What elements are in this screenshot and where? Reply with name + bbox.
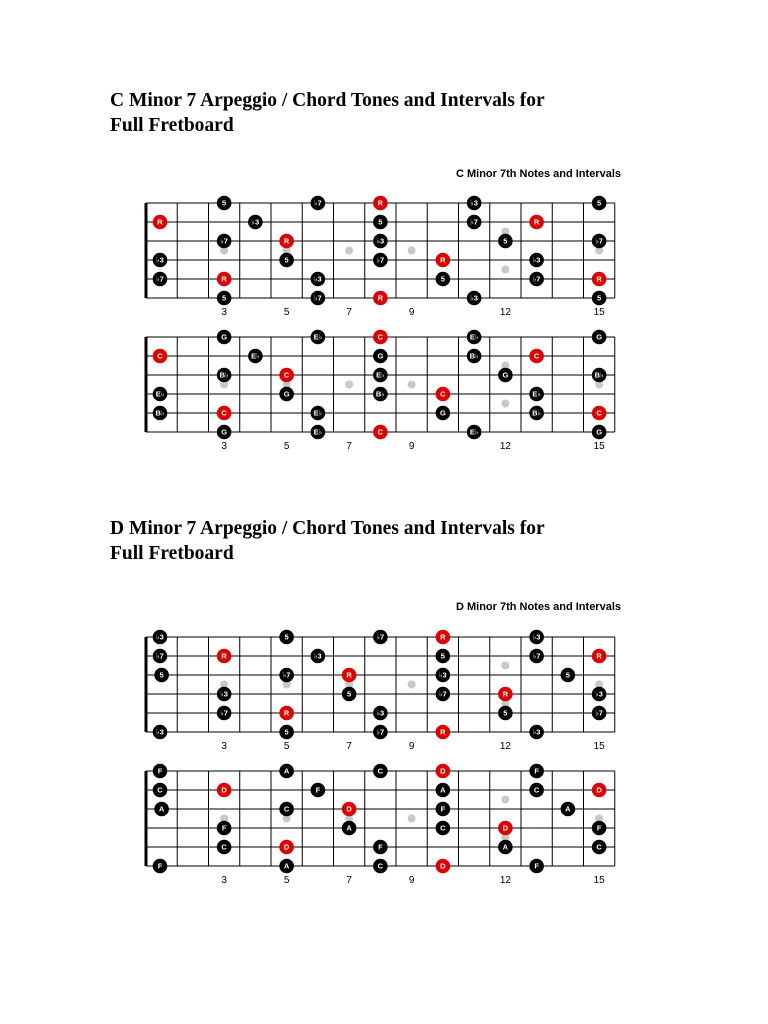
note-label: R: [440, 255, 446, 265]
note-label: C: [221, 408, 227, 418]
note-marker: [311, 330, 326, 345]
note-marker: [373, 630, 388, 645]
note-label: R: [346, 670, 352, 680]
note-marker: [467, 330, 482, 345]
fret-inlay-dot: [345, 381, 353, 389]
note-marker: [153, 406, 168, 421]
note-marker: [436, 649, 451, 664]
note-marker: [436, 668, 451, 683]
note-label: C: [440, 823, 446, 833]
note-label: ♭3: [251, 217, 260, 227]
note-label: D: [346, 804, 352, 814]
note-label: F: [534, 861, 539, 871]
note-marker: [529, 387, 544, 402]
note-label: R: [440, 632, 446, 642]
note-label: B♭: [155, 408, 165, 418]
note-marker: [592, 821, 607, 836]
note-marker: [592, 368, 607, 383]
note-marker: [592, 687, 607, 702]
fret-number: 12: [499, 875, 511, 886]
fret-number: 7: [346, 307, 352, 318]
note-marker: [154, 802, 169, 817]
note-label: 5: [284, 255, 289, 265]
note-label: 5: [503, 708, 508, 718]
note-label: G: [596, 332, 603, 342]
root-note-marker: [436, 253, 451, 268]
root-note-marker: [436, 764, 451, 779]
fret-number: 7: [346, 875, 352, 886]
note-label: 5: [440, 274, 445, 284]
root-note-marker: [217, 406, 232, 421]
note-marker: [279, 253, 294, 268]
note-label: ♭7: [595, 236, 603, 246]
note-label: E♭: [313, 427, 323, 437]
note-marker: [529, 725, 544, 740]
root-note-marker: [153, 215, 168, 230]
root-note-marker: [217, 783, 232, 798]
fret-number: 15: [593, 441, 605, 452]
note-marker: [373, 349, 388, 364]
fret-inlay-dot: [501, 796, 509, 804]
root-note-marker: [592, 406, 607, 421]
fret-number: 3: [221, 741, 227, 752]
fret-number: 9: [408, 441, 415, 452]
note-marker: [529, 783, 544, 798]
note-label: C: [377, 332, 384, 342]
section-title-line-1: D Minor 7 Arpeggio / Chord Tones and Intervals for: [110, 518, 545, 539]
note-marker: [373, 387, 388, 402]
note-label: 5: [222, 293, 227, 303]
note-label: D: [596, 785, 602, 795]
note-marker: [436, 406, 451, 421]
note-label: ♭7: [156, 274, 164, 284]
note-label: R: [377, 293, 384, 303]
note-marker: [279, 764, 294, 779]
note-marker: [592, 291, 607, 306]
note-label: F: [315, 785, 321, 795]
note-marker: [373, 234, 388, 249]
root-note-marker: [373, 196, 388, 211]
note-label: F: [157, 766, 163, 776]
note-label: 5: [440, 651, 445, 661]
note-label: A: [346, 823, 352, 833]
note-marker: [373, 215, 388, 230]
note-label: C: [533, 785, 540, 795]
note-marker: [153, 764, 168, 779]
note-label: G: [596, 427, 603, 437]
diagram-caption: C Minor 7th Notes and Intervals: [455, 168, 621, 180]
note-marker: [279, 725, 294, 740]
note-label: ♭3: [532, 632, 541, 642]
note-label: E♭: [313, 408, 323, 418]
note-label: ♭3: [156, 255, 164, 265]
fret-inlay-dot: [408, 247, 416, 255]
note-label: 5: [597, 198, 602, 208]
note-label: F: [378, 842, 383, 852]
fret-number: 9: [408, 307, 415, 318]
note-marker: [311, 196, 326, 211]
note-marker: [373, 859, 388, 874]
root-note-marker: [279, 368, 294, 383]
note-label: R: [221, 651, 227, 661]
note-label: ♭3: [220, 689, 228, 699]
fret-number: 5: [283, 741, 290, 752]
note-marker: [373, 706, 388, 721]
note-label: C: [157, 351, 163, 361]
note-label: ♭7: [314, 198, 322, 208]
note-marker: [561, 668, 576, 683]
fret-number: 12: [499, 441, 511, 452]
note-marker: [217, 840, 232, 855]
note-label: B♭: [219, 370, 229, 380]
fretboard-notes: [0, 322, 768, 462]
note-marker: [153, 783, 168, 798]
note-marker: [498, 840, 513, 855]
note-label: R: [533, 217, 540, 227]
root-note-marker: [436, 387, 451, 402]
note-label: ♭7: [282, 670, 291, 680]
note-marker: [311, 406, 326, 421]
note-label: D: [283, 842, 290, 852]
note-label: 5: [222, 198, 227, 208]
note-marker: [217, 196, 232, 211]
note-marker: [153, 253, 168, 268]
root-note-marker: [592, 649, 607, 664]
note-marker: [529, 764, 544, 779]
note-marker: [592, 840, 607, 855]
note-label: ♭7: [532, 274, 541, 284]
note-label: R: [157, 217, 163, 227]
note-marker: [467, 291, 482, 306]
note-marker: [153, 649, 168, 664]
note-marker: [279, 630, 294, 645]
root-note-marker: [592, 783, 607, 798]
note-marker: [311, 291, 326, 306]
note-label: ♭3: [156, 727, 164, 737]
fret-inlay-dot: [408, 815, 416, 823]
note-label: R: [377, 198, 384, 208]
note-marker: [153, 630, 168, 645]
note-marker: [153, 859, 168, 874]
note-marker: [248, 349, 263, 364]
root-note-marker: [153, 349, 168, 364]
note-label: B♭: [375, 389, 385, 399]
note-label: F: [221, 823, 227, 833]
note-label: E♭: [469, 427, 479, 437]
root-note-marker: [373, 330, 388, 345]
note-label: ♭3: [470, 198, 478, 208]
diagram-caption: D Minor 7th Notes and Intervals: [455, 601, 621, 613]
fret-inlay-dot: [408, 381, 416, 389]
section-title-line-2: Full Fretboard: [110, 115, 234, 136]
fret-number: 3: [221, 875, 227, 886]
note-label: F: [534, 766, 539, 776]
note-label: 5: [503, 236, 508, 246]
note-label: C: [440, 389, 446, 399]
note-label: ♭7: [376, 255, 385, 265]
note-label: R: [283, 708, 290, 718]
section-title-line-2: Full Fretboard: [110, 543, 234, 564]
note-label: ♭7: [314, 293, 322, 303]
note-label: D: [440, 861, 446, 871]
section-title: [110, 88, 545, 138]
note-label: R: [596, 651, 602, 661]
note-label: B♭: [594, 370, 604, 380]
root-note-marker: [436, 859, 451, 874]
note-label: ♭7: [439, 689, 447, 699]
note-label: ♭7: [376, 632, 385, 642]
note-label: ♭7: [156, 651, 164, 661]
note-label: C: [596, 408, 602, 418]
note-label: R: [283, 236, 290, 246]
note-label: ♭3: [470, 293, 478, 303]
root-note-marker: [529, 349, 544, 364]
note-label: E♭: [376, 370, 385, 380]
root-note-marker: [342, 802, 357, 817]
note-label: G: [221, 427, 228, 437]
note-label: 5: [159, 670, 164, 680]
note-label: R: [221, 274, 227, 284]
section-title-line-1: C Minor 7 Arpeggio / Chord Tones and Intervals for: [110, 90, 545, 111]
note-label: E♭: [469, 332, 479, 342]
root-note-marker: [436, 725, 451, 740]
fret-number: 9: [408, 741, 415, 752]
note-label: G: [377, 351, 384, 361]
fret-inlay-dot: [408, 681, 416, 689]
note-label: C: [221, 842, 227, 852]
note-marker: [311, 783, 326, 798]
fret-number: 5: [283, 307, 290, 318]
fret-number: 15: [593, 741, 605, 752]
note-marker: [279, 802, 294, 817]
note-marker: [529, 859, 544, 874]
root-note-marker: [217, 649, 232, 664]
note-marker: [467, 196, 482, 211]
note-marker: [153, 387, 168, 402]
fret-number: 3: [221, 307, 227, 318]
note-label: C: [283, 370, 290, 380]
fretboard-intervals: [0, 188, 768, 328]
fret-number: 15: [593, 307, 605, 318]
note-label: ♭3: [376, 708, 385, 718]
note-label: ♭3: [314, 274, 322, 284]
note-label: E♭: [532, 389, 541, 399]
note-marker: [217, 234, 232, 249]
note-label: A: [283, 861, 290, 871]
note-marker: [529, 406, 544, 421]
note-label: C: [533, 351, 540, 361]
note-label: ♭7: [220, 236, 228, 246]
note-label: 5: [378, 217, 383, 227]
fret-inlay-dot: [501, 400, 509, 408]
note-label: G: [502, 370, 509, 380]
note-label: ♭3: [595, 689, 603, 699]
note-label: ♭3: [532, 255, 541, 265]
note-label: ♭7: [470, 217, 478, 227]
note-marker: [373, 840, 388, 855]
note-label: 5: [565, 670, 570, 680]
note-label: G: [283, 389, 290, 399]
note-label: ♭3: [532, 727, 541, 737]
note-marker: [592, 330, 607, 345]
fret-number: 7: [346, 441, 352, 452]
root-note-marker: [436, 630, 451, 645]
note-label: D: [221, 785, 227, 795]
note-marker: [279, 387, 294, 402]
note-label: A: [440, 785, 446, 795]
root-note-marker: [217, 272, 232, 287]
fretboard-notes: [0, 756, 768, 896]
note-marker: [217, 330, 232, 345]
note-marker: [592, 196, 607, 211]
note-marker: [498, 706, 513, 721]
note-marker: [373, 725, 388, 740]
note-marker: [217, 706, 232, 721]
root-note-marker: [373, 291, 388, 306]
note-marker: [153, 725, 168, 740]
note-label: ♭3: [314, 651, 322, 661]
note-label: D: [440, 766, 446, 776]
fret-number: 5: [283, 441, 290, 452]
note-marker: [529, 630, 544, 645]
note-marker: [529, 253, 544, 268]
note-label: ♭3: [156, 632, 164, 642]
root-note-marker: [592, 272, 607, 287]
note-label: F: [440, 804, 446, 814]
root-note-marker: [342, 668, 357, 683]
note-label: E♭: [313, 332, 323, 342]
note-marker: [436, 687, 451, 702]
note-marker: [436, 821, 451, 836]
note-marker: [561, 802, 576, 817]
root-note-marker: [498, 821, 513, 836]
note-label: F: [596, 823, 602, 833]
root-note-marker: [498, 687, 513, 702]
note-marker: [467, 215, 482, 230]
note-marker: [248, 215, 263, 230]
root-note-marker: [279, 840, 294, 855]
note-marker: [217, 425, 232, 440]
note-label: A: [502, 842, 509, 852]
section-title: [110, 516, 545, 566]
note-label: C: [157, 785, 163, 795]
note-label: D: [502, 823, 509, 833]
root-note-marker: [279, 706, 294, 721]
note-marker: [153, 272, 168, 287]
note-marker: [592, 234, 607, 249]
note-marker: [279, 668, 294, 683]
note-label: A: [158, 804, 165, 814]
note-marker: [529, 272, 544, 287]
fret-inlay-dot: [345, 247, 353, 255]
note-label: A: [283, 766, 290, 776]
root-note-marker: [279, 234, 294, 249]
note-marker: [436, 783, 451, 798]
note-marker: [373, 764, 388, 779]
note-marker: [217, 687, 232, 702]
note-marker: [467, 349, 482, 364]
fret-number: 7: [346, 741, 352, 752]
fret-number: 9: [408, 875, 415, 886]
fretboard-intervals: [0, 622, 768, 762]
fret-number: 3: [221, 441, 227, 452]
note-label: R: [440, 727, 446, 737]
fret-number: 5: [283, 875, 290, 886]
note-marker: [436, 272, 451, 287]
note-marker: [311, 649, 326, 664]
note-label: C: [596, 842, 602, 852]
note-label: G: [439, 408, 446, 418]
note-marker: [436, 802, 451, 817]
note-marker: [311, 425, 326, 440]
note-label: ♭7: [532, 651, 541, 661]
note-marker: [279, 859, 294, 874]
note-marker: [592, 706, 607, 721]
fret-inlay-dot: [501, 266, 509, 274]
note-marker: [311, 272, 326, 287]
note-marker: [154, 668, 169, 683]
note-label: B♭: [469, 351, 479, 361]
note-marker: [592, 425, 607, 440]
root-note-marker: [373, 425, 388, 440]
note-marker: [498, 234, 513, 249]
note-label: E♭: [251, 351, 260, 361]
fret-number: 15: [593, 875, 605, 886]
note-label: C: [377, 427, 384, 437]
note-label: R: [502, 689, 509, 699]
note-label: E♭: [155, 389, 165, 399]
note-marker: [373, 253, 388, 268]
note-label: ♭7: [376, 727, 385, 737]
note-label: R: [596, 274, 602, 284]
note-label: ♭3: [439, 670, 447, 680]
note-label: ♭3: [376, 236, 385, 246]
fret-number: 12: [499, 741, 511, 752]
fret-number: 12: [499, 307, 511, 318]
note-label: 5: [347, 689, 352, 699]
note-label: ♭7: [220, 708, 228, 718]
note-marker: [342, 821, 357, 836]
note-label: A: [565, 804, 571, 814]
note-label: ♭7: [595, 708, 603, 718]
note-marker: [373, 368, 388, 383]
note-marker: [342, 687, 357, 702]
note-marker: [498, 368, 513, 383]
note-label: 5: [597, 293, 602, 303]
fret-inlay-dot: [501, 662, 509, 670]
note-label: F: [157, 861, 163, 871]
note-label: 5: [284, 632, 289, 642]
note-marker: [217, 821, 232, 836]
note-label: C: [283, 804, 290, 814]
note-label: C: [377, 861, 384, 871]
note-marker: [217, 368, 232, 383]
note-label: G: [221, 332, 228, 342]
note-marker: [529, 649, 544, 664]
note-label: C: [377, 766, 384, 776]
note-marker: [467, 425, 482, 440]
note-marker: [217, 291, 232, 306]
note-label: B♭: [532, 408, 542, 418]
root-note-marker: [529, 215, 544, 230]
note-label: 5: [284, 727, 289, 737]
